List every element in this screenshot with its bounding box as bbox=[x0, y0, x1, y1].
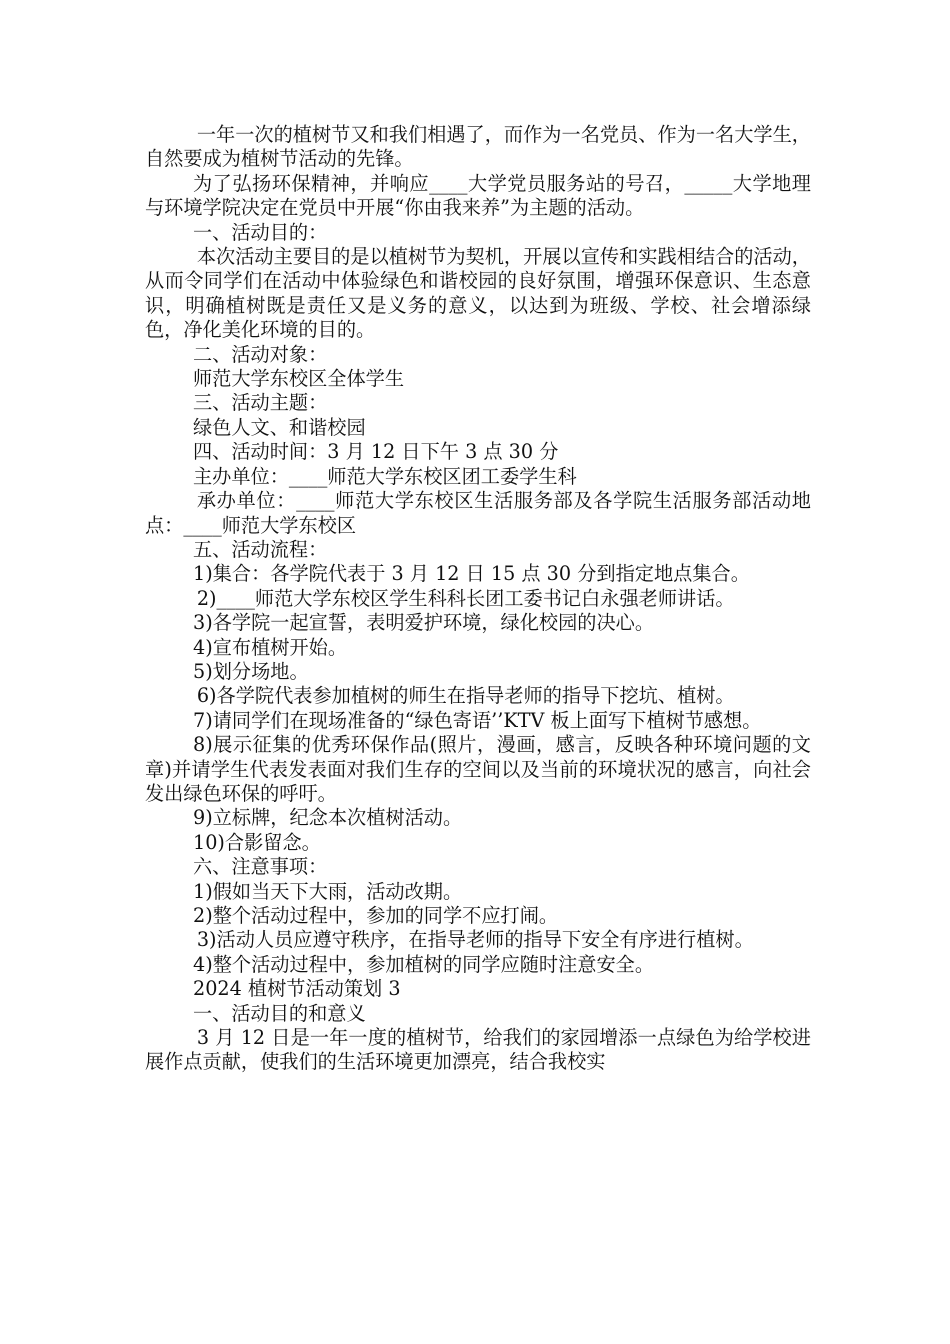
section-title: 2024 植树节活动策划 3 bbox=[193, 977, 401, 1001]
heading-purpose-significance: 一、活动目的和意义 bbox=[193, 1001, 366, 1025]
list-item: 2)____师范大学东校区学生科科长团工委书记白永强老师讲话。 bbox=[196, 586, 735, 610]
heading-purpose: 一、活动目的： bbox=[193, 220, 328, 244]
heading-notes: 六、注意事项： bbox=[193, 855, 328, 879]
paragraph-organizer: 主办单位：____师范大学东校区团工委学生科 bbox=[193, 464, 577, 488]
list-item: 3)各学院一起宣誓，表明爱护环境，绿化校园的决心。 bbox=[193, 611, 655, 635]
list-item: 10)合影留念。 bbox=[193, 830, 321, 854]
list-item: 1)集合：各学院代表于 3 月 12 日 15 点 30 分到指定地点集合。 bbox=[193, 562, 750, 586]
paragraph-intro: 一年一次的植树节又和我们相遇了，而作为一名党员、作为一名大学生，自然要成为植树节活动的先锋。 bbox=[145, 123, 811, 171]
paragraph-final: 3 月 12 日是一年一度的植树节，给我们的家园增添一点绿色为给学校进展作点贡献，使我们的生活环境更加漂亮，结合我校实 bbox=[145, 1026, 811, 1074]
list-item: 7)请同学们在现场准备的“绿色寄语’’KTV 板上面写下植树节感想。 bbox=[193, 708, 762, 732]
paragraph-purpose: 本次活动主要目的是以植树节为契机，开展以宣传和实践相结合的活动，从而令同学们在活动中体验绿色和谐校园的良好氛围，增强环保意识、生态意识，明确植树既是责任又是义务的意义，以达到为班级、学校、社会增添绿色，净化美化环境的目的。 bbox=[145, 245, 811, 342]
list-item: 6)各学院代表参加植树的师生在指导老师的指导下挖坑、植树。 bbox=[196, 684, 735, 708]
heading-theme: 三、活动主题： bbox=[193, 391, 328, 415]
list-item: 2)整个活动过程中，参加的同学不应打闹。 bbox=[193, 904, 559, 927]
document-body bbox=[145, 123, 811, 1075]
paragraph-theme: 绿色人文、和谐校园 bbox=[193, 415, 366, 439]
list-item: 5)划分场地。 bbox=[193, 659, 309, 683]
heading-audience: 二、活动对象： bbox=[193, 342, 328, 366]
list-item: 1)假如当天下大雨，活动改期。 bbox=[193, 879, 463, 903]
list-item: 9)立标牌，纪念本次植树活动。 bbox=[193, 806, 463, 830]
list-item: 4)整个活动过程中，参加植树的同学应随时注意安全。 bbox=[193, 952, 655, 976]
paragraph-co-organizer: 承办单位：____师范大学东校区生活服务部及各学院生活服务部活动地点：____师范大学东校区 bbox=[145, 489, 811, 537]
paragraph-background: 为了弘扬环保精神，并响应____大学党员服务站的号召，_____大学地理与环境学院决定在党员中开展“你由我来养”为主题的活动。 bbox=[145, 171, 811, 220]
list-item: 8)展示征集的优秀环保作品(照片，漫画，感言，反映各种环境问题的文章)并请学生代表发表面对我们生存的空间以及当前的环境状况的感言，向社会发出绿色环保的呼吁。 bbox=[145, 733, 811, 805]
heading-process: 五、活动流程： bbox=[193, 537, 328, 561]
list-item: 3)活动人员应遵守秩序，在指导老师的指导下安全有序进行植树。 bbox=[196, 928, 754, 952]
paragraph-time: 四、活动时间：3 月 12 日下午 3 点 30 分 bbox=[193, 440, 559, 464]
paragraph-audience: 师范大学东校区全体学生 bbox=[193, 367, 405, 391]
list-item: 4)宣布植树开始。 bbox=[193, 635, 348, 659]
